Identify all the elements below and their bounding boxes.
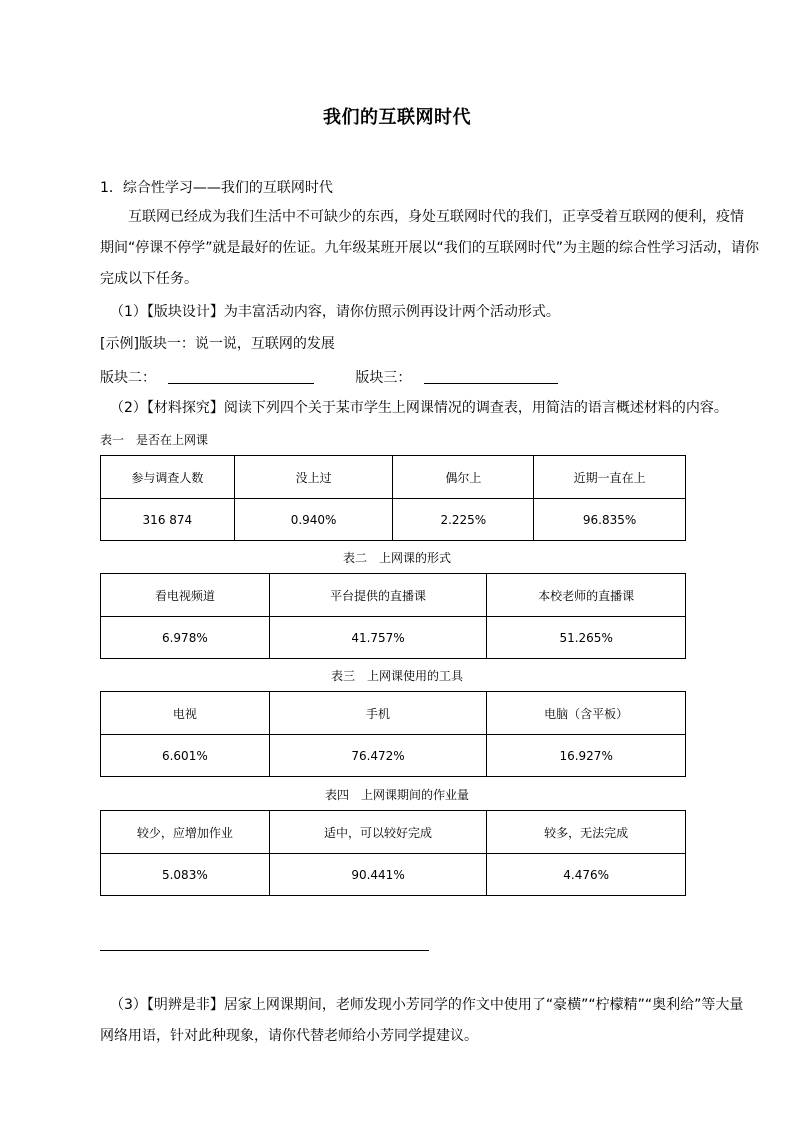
block3-answer-blank[interactable]: [424, 369, 558, 384]
table4-value-cell: 90.441%: [269, 854, 487, 896]
block2-label: 版块二：: [100, 370, 156, 386]
table2-value-cell: 41.757%: [269, 617, 487, 659]
table1-value-cell: 96.835%: [534, 499, 686, 541]
table1-value-cell: 316 874: [101, 499, 235, 541]
table1: [100, 455, 686, 541]
table2-header-cell: 本校老师的直播课: [487, 574, 686, 617]
part1-prompt: （1）【版块设计】为丰富活动内容，请你仿照示例再设计两个活动形式。: [110, 304, 560, 320]
block2-answer-blank[interactable]: [168, 369, 314, 384]
question-heading: 1．综合性学习——我们的互联网时代: [100, 180, 333, 196]
table1-value-cell: 2.225%: [393, 499, 534, 541]
table3-header-cell: 电视: [101, 692, 270, 735]
table1-header-cell: 参与调查人数: [101, 456, 235, 499]
table1-value-row: [101, 499, 686, 541]
example-text: [示例]版块一：说一说，互联网的发展: [100, 336, 335, 352]
table2-value-row: [101, 617, 686, 659]
intro-text-line-3: 完成以下任务。: [100, 271, 198, 287]
table1-header-cell: 近期一直在上: [534, 456, 686, 499]
table2-header-cell: 平台提供的直播课: [269, 574, 487, 617]
answer-line[interactable]: [100, 950, 429, 951]
part2-prompt: （2）【材料探究】阅读下列四个关于某市学生上网课情况的调查表，用简洁的语言概述材料的内容。: [110, 400, 728, 416]
intro-text-line-2: 期间“停课不停学”就是最好的佐证。九年级某班开展以“我们的互联网时代”为主题的综合性学习活动，请你: [100, 240, 760, 256]
table2-value-cell: 6.978%: [101, 617, 270, 659]
table2-caption: 表二 上网课的形式: [342, 551, 451, 565]
table2-header-row: [101, 574, 686, 617]
block3-label: 版块三：: [355, 370, 412, 386]
block2-row: [100, 368, 558, 388]
table3-value-cell: 6.601%: [101, 735, 270, 777]
part3-prompt-line-1: （3）【明辨是非】居家上网课期间，老师发现小芳同学的作文中使用了“豪横”“柠檬精”“奥利给”等大量: [110, 997, 744, 1013]
page-title: 我们的互联网时代: [323, 107, 471, 128]
table4-header-cell: 较少，应增加作业: [101, 811, 270, 854]
table2-header-cell: 看电视频道: [101, 574, 270, 617]
table4: [100, 810, 686, 896]
table4-header-row: [101, 811, 686, 854]
table2: [100, 573, 686, 659]
table4-value-cell: 5.083%: [101, 854, 270, 896]
table1-header-row: [101, 456, 686, 499]
table3-header-row: [101, 692, 686, 735]
table1-value-cell: 0.940%: [234, 499, 393, 541]
table1-header-cell: 偶尔上: [393, 456, 534, 499]
table3-value-cell: 76.472%: [269, 735, 487, 777]
table3: [100, 691, 686, 777]
table2-value-cell: 51.265%: [487, 617, 686, 659]
table3-value-cell: 16.927%: [487, 735, 686, 777]
table3-value-row: [101, 735, 686, 777]
table3-header-cell: 手机: [269, 692, 487, 735]
part3-prompt-line-2: 网络用语，针对此种现象，请你代替老师给小芳同学提建议。: [100, 1028, 478, 1044]
table4-caption: 表四 上网课期间的作业量: [324, 788, 469, 802]
table3-header-cell: 电脑（含平板）: [487, 692, 686, 735]
table4-value-row: [101, 854, 686, 896]
table4-header-cell: 适中，可以较好完成: [269, 811, 487, 854]
table1-header-cell: 没上过: [234, 456, 393, 499]
intro-text-line-1: 互联网已经成为我们生活中不可缺少的东西，身处互联网时代的我们，正享受着互联网的便利，疫情: [128, 209, 744, 225]
table1-caption: 表一 是否在上网课: [100, 433, 209, 447]
table3-caption: 表三 上网课使用的工具: [330, 669, 463, 683]
table4-header-cell: 较多，无法完成: [487, 811, 686, 854]
table4-value-cell: 4.476%: [487, 854, 686, 896]
